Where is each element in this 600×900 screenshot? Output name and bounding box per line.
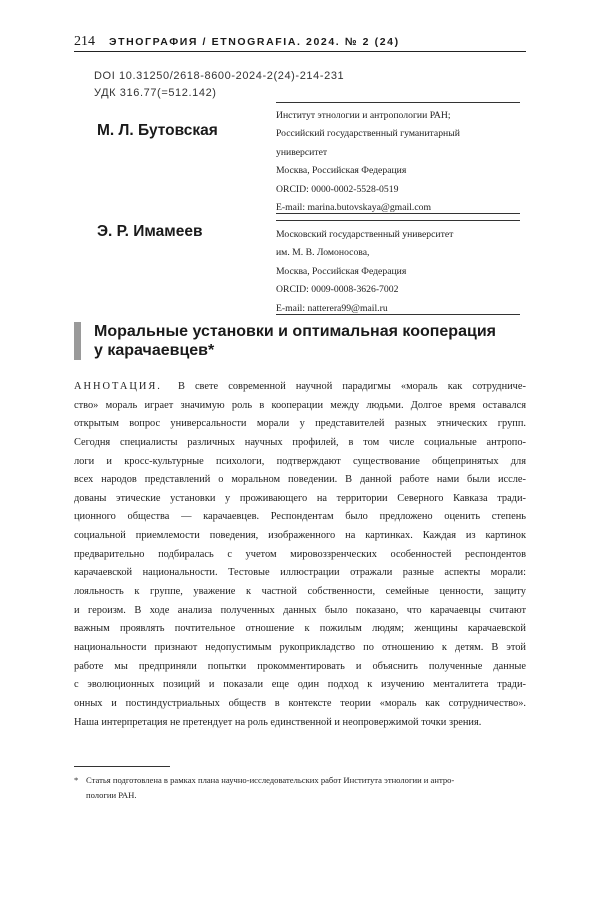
- abstract-label: АННОТАЦИЯ.: [74, 381, 162, 392]
- affiliation-line: Институт этнологии и антропологии РАН;: [276, 110, 451, 121]
- footnote-line: Статья подготовлена в рамках плана научно-исследовательских работ Института этнологии и антро-: [86, 775, 455, 785]
- footnote-rule: [74, 766, 170, 767]
- abstract-line: с эволюционных позиций и показали еще один подход к изучению менталитета тради-: [74, 679, 526, 691]
- affiliation-rule: [276, 314, 520, 315]
- footnote-text: [86, 773, 526, 803]
- abstract-line: логи и кросс-культурные психологи, подтверждают существование общепринятых для: [74, 455, 526, 467]
- abstract-line: ционного общества — карачаевцев. Респондентам было предложено оценить степень: [74, 511, 526, 523]
- footnote-line: пологии РАН.: [86, 790, 137, 800]
- affiliation-line: ORCID: 0000-0002-5528-0519: [276, 183, 399, 195]
- abstract-line: ство» мораль играет значимую роль в кооперации между людьми. Долгое время оставался: [74, 399, 526, 411]
- affiliation-line: Москва, Российская Федерация: [276, 265, 407, 277]
- affiliation-email: E-mail: natterera99@mail.ru: [276, 302, 388, 314]
- title-line: у карачаевцев*: [94, 342, 215, 359]
- title-line: Моральные установки и оптимальная кооперация: [94, 323, 496, 340]
- abstract-line: открытым вопрос универсальности морали у представителей разных этнических групп.: [74, 418, 526, 430]
- affiliation-rule: [276, 102, 520, 103]
- affiliation-line: ORCID: 0009-0008-3626-7002: [276, 284, 399, 296]
- doi: DOI 10.31250/2618-8600-2024-2(24)-214-231: [94, 70, 345, 82]
- abstract-line: предварительно подбиралась с учетом мировоззренческих особенностей респондентов: [74, 548, 526, 560]
- affiliation-email: E-mail: marina.butovskaya@gmail.com: [276, 202, 431, 214]
- affiliation-rule: [276, 213, 520, 214]
- abstract-line: карачаевской национальности. Тестовые иллюстрации отражали разные аспекты морали:: [74, 567, 526, 579]
- footnote-mark: *: [74, 775, 79, 785]
- abstract-line: лояльность к группе, уважение к частной собственности, семейные ценности, защиту: [74, 586, 526, 598]
- title-accent-bar: [74, 322, 81, 360]
- affiliation-line: Москва, Российская Федерация: [276, 165, 407, 177]
- abstract-line: [74, 378, 526, 397]
- abstract-line: работе мы предприняли попытки прокомментировать и объяснить полученные данные: [74, 660, 526, 672]
- abstract-line: важным проявлять почтительное отношение к пожилым людям; женщины карачаевской: [74, 623, 526, 635]
- abstract-line: Сегодня специалисты различных научных профилей, в том числе социальные антропо-: [74, 436, 526, 448]
- header-rule: [74, 51, 526, 52]
- affiliation-line: Московский государственный университет: [276, 229, 454, 240]
- abstract: [74, 378, 526, 732]
- author-name-1: М. Л. Бутовская: [97, 122, 218, 139]
- affiliation-line: Российский государственный гуманитарный: [276, 128, 460, 140]
- abstract-text: В свете современной научной парадигмы «мораль как сотрудниче-: [177, 381, 526, 392]
- udc: УДК 316.77(=512.142): [94, 87, 217, 99]
- abstract-line: социальной приемлемости поведения, изображенного на картинках. Каждая из картинок: [74, 530, 526, 542]
- abstract-line: дованы этические установки у проживающего на территории Северного Кавказа тради-: [74, 492, 526, 504]
- abstract-line: всех народов представлений о моральном поведении. В данной работе нами были иссле-: [74, 474, 526, 486]
- abstract-line: онных и постиндустриальных обществ в контексте теории «мораль как сотрудничество».: [74, 697, 526, 709]
- abstract-line: национальности признают недопустимым рукоприкладство по отношению к детям. В этой: [74, 641, 526, 653]
- running-header: [74, 34, 526, 50]
- affiliation-line: им. М. В. Ломоносова,: [276, 247, 370, 259]
- journal-title: ЭТНОГРАФИЯ / ETNOGRAFIA. 2024. № 2 (24): [109, 36, 400, 48]
- identifiers: [94, 68, 344, 102]
- author-name-2: Э. Р. Имамеев: [97, 223, 203, 240]
- author-affiliation-1: [276, 107, 526, 217]
- page-number: 214: [74, 34, 95, 49]
- abstract-line: и героизм. В ходе анализа полученных данных было показано, что карачаевцы считают: [74, 604, 526, 616]
- abstract-line: Наша интерпретация не претендует на роль единственной и неопровержимой точки зрения.: [74, 716, 482, 728]
- affiliation-line: университет: [276, 146, 328, 158]
- article-title: [94, 322, 524, 360]
- author-affiliation-2: [276, 226, 526, 318]
- affiliation-rule: [276, 220, 520, 221]
